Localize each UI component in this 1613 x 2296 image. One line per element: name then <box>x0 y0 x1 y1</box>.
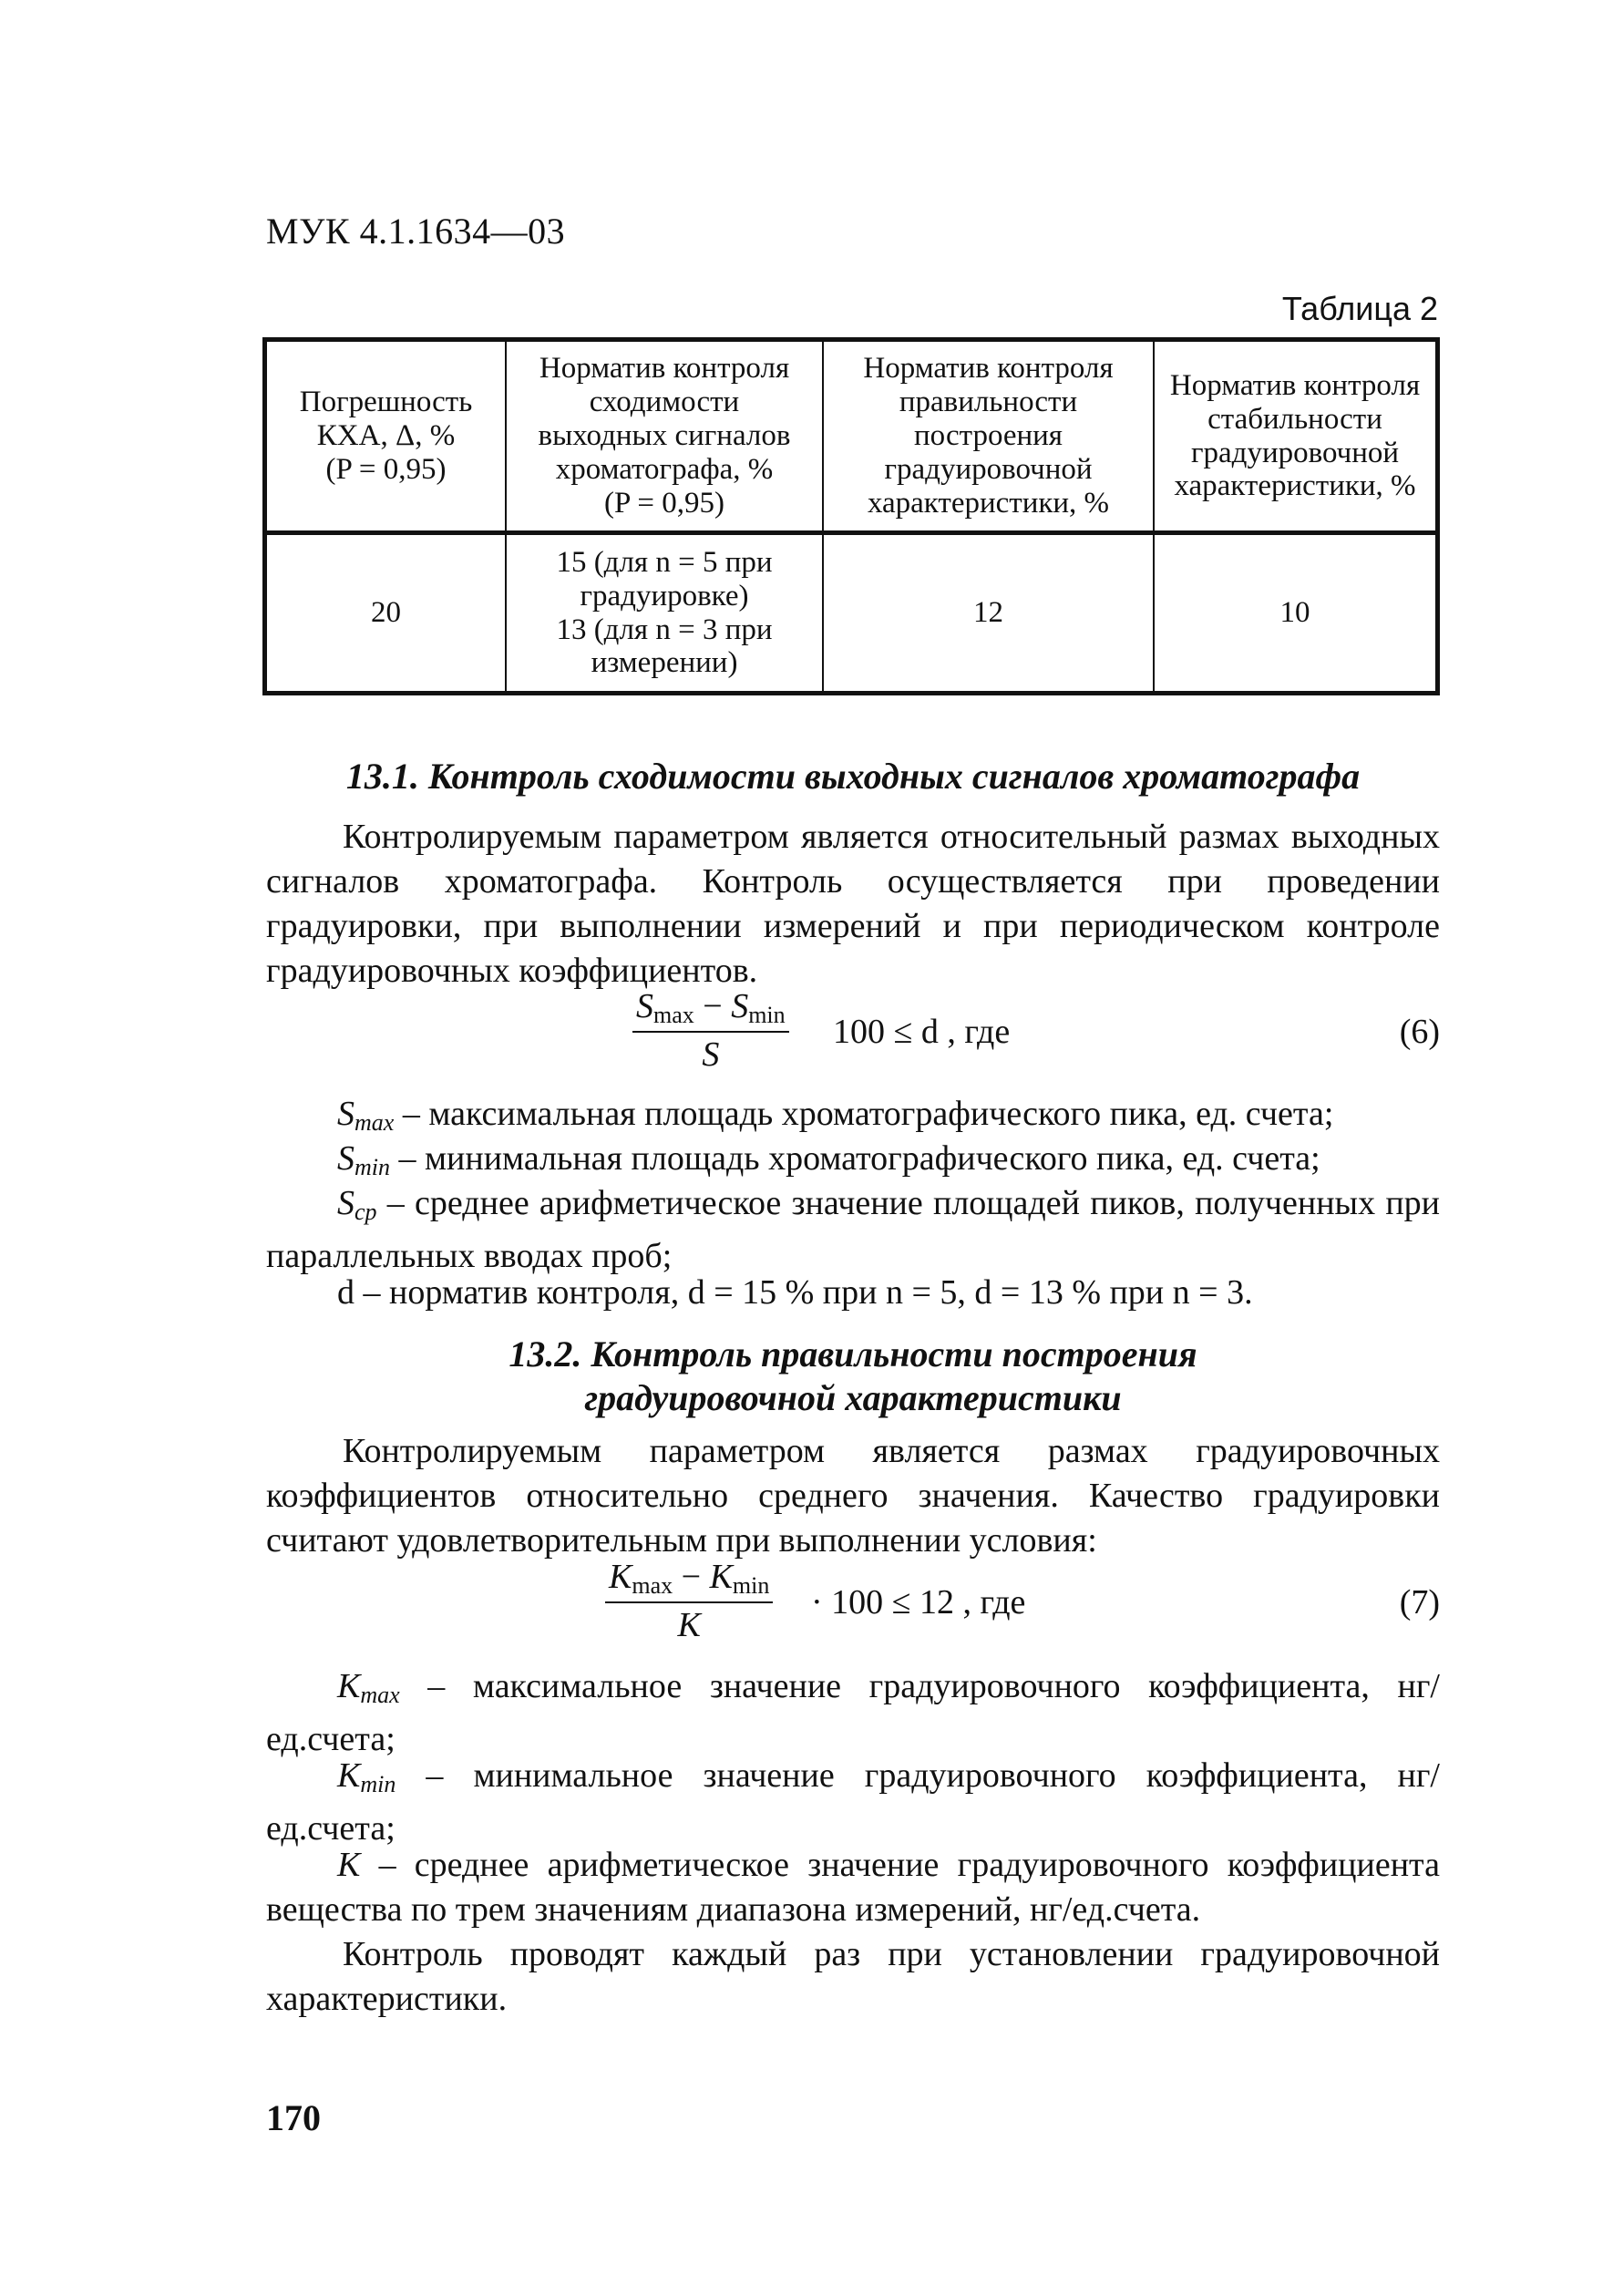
cell-correctness: 12 <box>823 533 1154 694</box>
formula-7-numerator: $K_{max} - K_{min}$ <box>605 1557 773 1603</box>
formula-7-fraction <box>605 1557 773 1645</box>
formula-7-tail: · 100 ≤ 12 , где <box>811 1583 1026 1622</box>
definition-k-avg: K – среднее арифметическое значение градуировочного коэффициента вещества по трем значениям диапазона измерений, нг/ед.счета. <box>266 1846 1440 1929</box>
formula-6 <box>266 986 1440 1096</box>
header-correctness: Норматив контроля правильности построения градуировочной характеристики, % <box>823 340 1154 533</box>
closing-paragraph: Контроль проводят каждый раз при установлении градуировочной характеристики. <box>266 1935 1440 2018</box>
definition-d: d – норматив контроля, d = 15 % при n = 5, d = 13 % при n = 3. <box>337 1273 1253 1312</box>
document-code: МУК 4.1.1634—03 <box>266 211 566 252</box>
definition-k-max: $K_{max}$ – максимальное значение градуировочного коэффициента, нг/ед.счета; <box>266 1667 1440 1758</box>
formula-6-tail: 100 ≤ d , где <box>833 1013 1011 1051</box>
definition-s-min: $S_{min}$ – минимальная площадь хроматографического пика, ед. счета; <box>337 1139 1320 1180</box>
header-error: Погрешность КХА, Δ, % (P = 0,95) <box>265 340 507 533</box>
header-stability: Норматив контроля стабильности градуировочной характеристики, % <box>1154 340 1438 533</box>
formula-6-number: (6) <box>1399 1013 1440 1051</box>
cell-stability: 10 <box>1154 533 1438 694</box>
cell-convergence: 15 (для n = 5 при градуировке) 13 (для n = 3 при измерении) <box>506 533 823 694</box>
cell-error: 20 <box>265 533 507 694</box>
page-number: 170 <box>266 2097 321 2138</box>
definition-s-avg: $S_{ср}$ – среднее арифметическое значение площадей пиков, полученных при параллельных вводах проб; <box>266 1184 1440 1275</box>
formula-6-numerator: $S_{max} - S_{min}$ <box>632 986 789 1033</box>
section-2-paragraph: Контролируемым параметром является размах градуировочных коэффициентов относительно среднего значения. Качество градуировки считают удовлетворительным при выполнении условия: <box>266 1432 1440 1560</box>
table-2 <box>262 337 1440 695</box>
formula-7-denominator: K <box>677 1606 701 1644</box>
formula-7-number: (7) <box>1399 1583 1440 1622</box>
formula-7 <box>266 1557 1440 1666</box>
header-convergence: Норматив контроля сходимости выходных сигналов хроматографа, % (P = 0,95) <box>506 340 823 533</box>
definition-s-max: $S_{max}$ – максимальная площадь хроматографического пика, ед. счета; <box>337 1095 1334 1136</box>
section-1-paragraph: Контролируемым параметром является относительный размах выходных сигналов хроматографа. Контроль осуществляется при проведении градуировки, при выполнении измерений и при периодическом контроле градуировочных коэффициентов. <box>266 818 1440 990</box>
table-label: Таблица 2 <box>1281 290 1438 327</box>
table-header-row <box>265 340 1438 533</box>
formula-6-denominator: S <box>702 1035 720 1074</box>
section-1-title: 13.1. Контроль сходимости выходных сигналов хроматографа <box>345 756 1361 797</box>
formula-6-fraction <box>632 986 789 1075</box>
definition-k-min: $K_{min}$ – минимальное значение градуировочного коэффициента, нг/ед.счета; <box>266 1756 1440 1848</box>
section-2-title: 13.2. Контроль правильности построения градуировочной характеристики <box>509 1333 1197 1418</box>
table-row <box>265 533 1438 694</box>
